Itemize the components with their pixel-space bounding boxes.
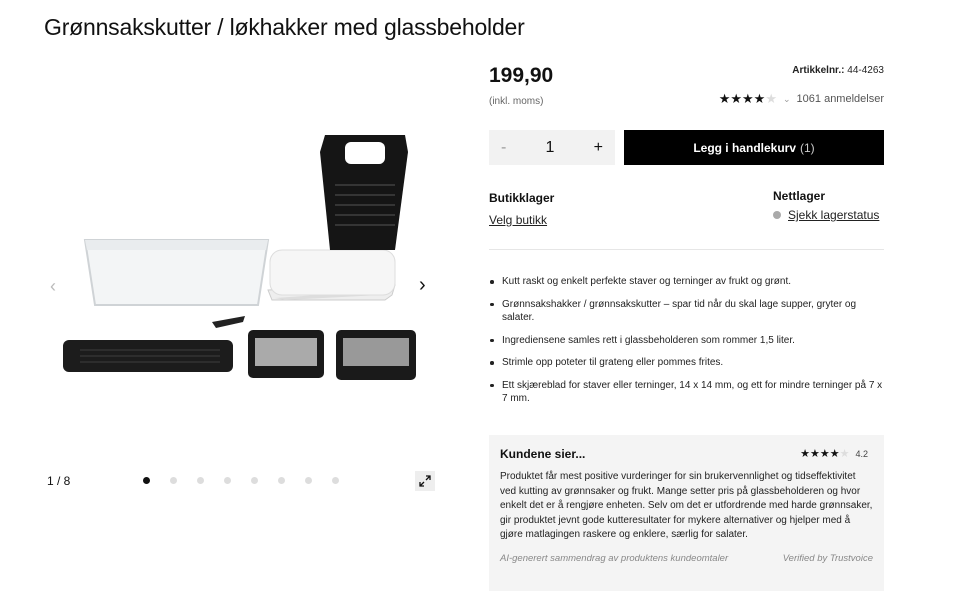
gallery-dot[interactable]: [278, 477, 285, 484]
choose-store-link[interactable]: Velg butikk: [489, 213, 548, 227]
online-stock-label: Nettlager: [773, 189, 826, 203]
gallery-counter: 1 / 8: [47, 474, 71, 488]
review-count[interactable]: 1061 anmeldelser: [796, 93, 884, 105]
gallery-prev-button[interactable]: ‹: [50, 276, 56, 296]
price: 199,90: [489, 64, 554, 87]
gallery-dot[interactable]: [143, 477, 150, 484]
summary-title: Kundene sier...: [500, 447, 586, 461]
gallery-dot[interactable]: [305, 477, 312, 484]
summary-text: Produktet får mest positive vurderinger for sin brukervennlighet og tidseffektivitet ved kutting av grønnsaker og frukt. Mange setter pris på glassbeholderen og hvor enkelt det er å rengjøre enheten. Selv om det er utfordrende med harde grønnsaker, gir produktet jevnt gode kutteresultater for mykere alternativer og hjelper med å gjøre matlagingen raskere og enklere, særlig for salater.: [500, 471, 873, 540]
review-summary-box: [489, 435, 884, 591]
stock-status-dot: [773, 211, 781, 219]
gallery-dot[interactable]: [332, 477, 339, 484]
chevron-down-icon: ⌄: [783, 93, 791, 104]
store-stock-label: Butikklager: [489, 191, 555, 205]
check-stock-link[interactable]: Sjekk lagerstatus: [788, 208, 880, 222]
quantity-stepper[interactable]: [489, 130, 615, 165]
divider: [489, 249, 884, 250]
gallery-dot[interactable]: [251, 477, 258, 484]
rating-stars: ★★★★★: [718, 91, 777, 106]
article-number: Artikkelnr.: 44-4263: [792, 65, 884, 76]
add-to-cart-button[interactable]: Legg i handlekurv (1): [624, 130, 884, 165]
gallery-dot[interactable]: [224, 477, 231, 484]
rating-stars: ★★★★★: [800, 448, 850, 460]
product-image: [40, 110, 440, 410]
verified-note: Verified by Trustvoice: [782, 552, 873, 564]
fullscreen-button[interactable]: [415, 471, 435, 491]
product-image-gallery[interactable]: [40, 110, 440, 410]
increase-button[interactable]: +: [593, 138, 603, 156]
summary-rating: ★★★★★ 4.2: [800, 448, 868, 460]
vat-note: (inkl. moms): [489, 96, 544, 107]
feature-item: Ett skjæreblad for staver eller terninger, 14 x 14 mm, og ett for mindre terninger på 7 x 7 mm.: [489, 379, 884, 406]
decrease-button[interactable]: -: [501, 138, 507, 156]
gallery-dot[interactable]: [170, 477, 177, 484]
product-title: Grønnsakskutter / løkhakker med glassbeholder: [44, 14, 525, 40]
gallery-dot[interactable]: [197, 477, 204, 484]
rating-summary[interactable]: [719, 91, 884, 107]
feature-item: Ingrediensene samles rett i glassbeholderen som rommer 1,5 liter.: [489, 334, 884, 348]
gallery-next-button[interactable]: ›: [419, 274, 426, 296]
gallery-dots[interactable]: [143, 477, 339, 484]
feature-item: Grønnsakshakker / grønnsakskutter – spar tid når du skal lage supper, gryter og salater.: [489, 298, 884, 325]
feature-item: Kutt raskt og enkelt perfekte staver og terninger av frukt og grønt.: [489, 275, 884, 289]
ai-note: AI-generert sammendrag av produktens kundeomtaler: [500, 552, 729, 564]
feature-list: [489, 275, 884, 415]
quantity-value[interactable]: 1: [545, 138, 555, 156]
expand-icon: [419, 475, 431, 487]
feature-item: Strimle opp poteter til grateng eller pommes frites.: [489, 356, 884, 370]
